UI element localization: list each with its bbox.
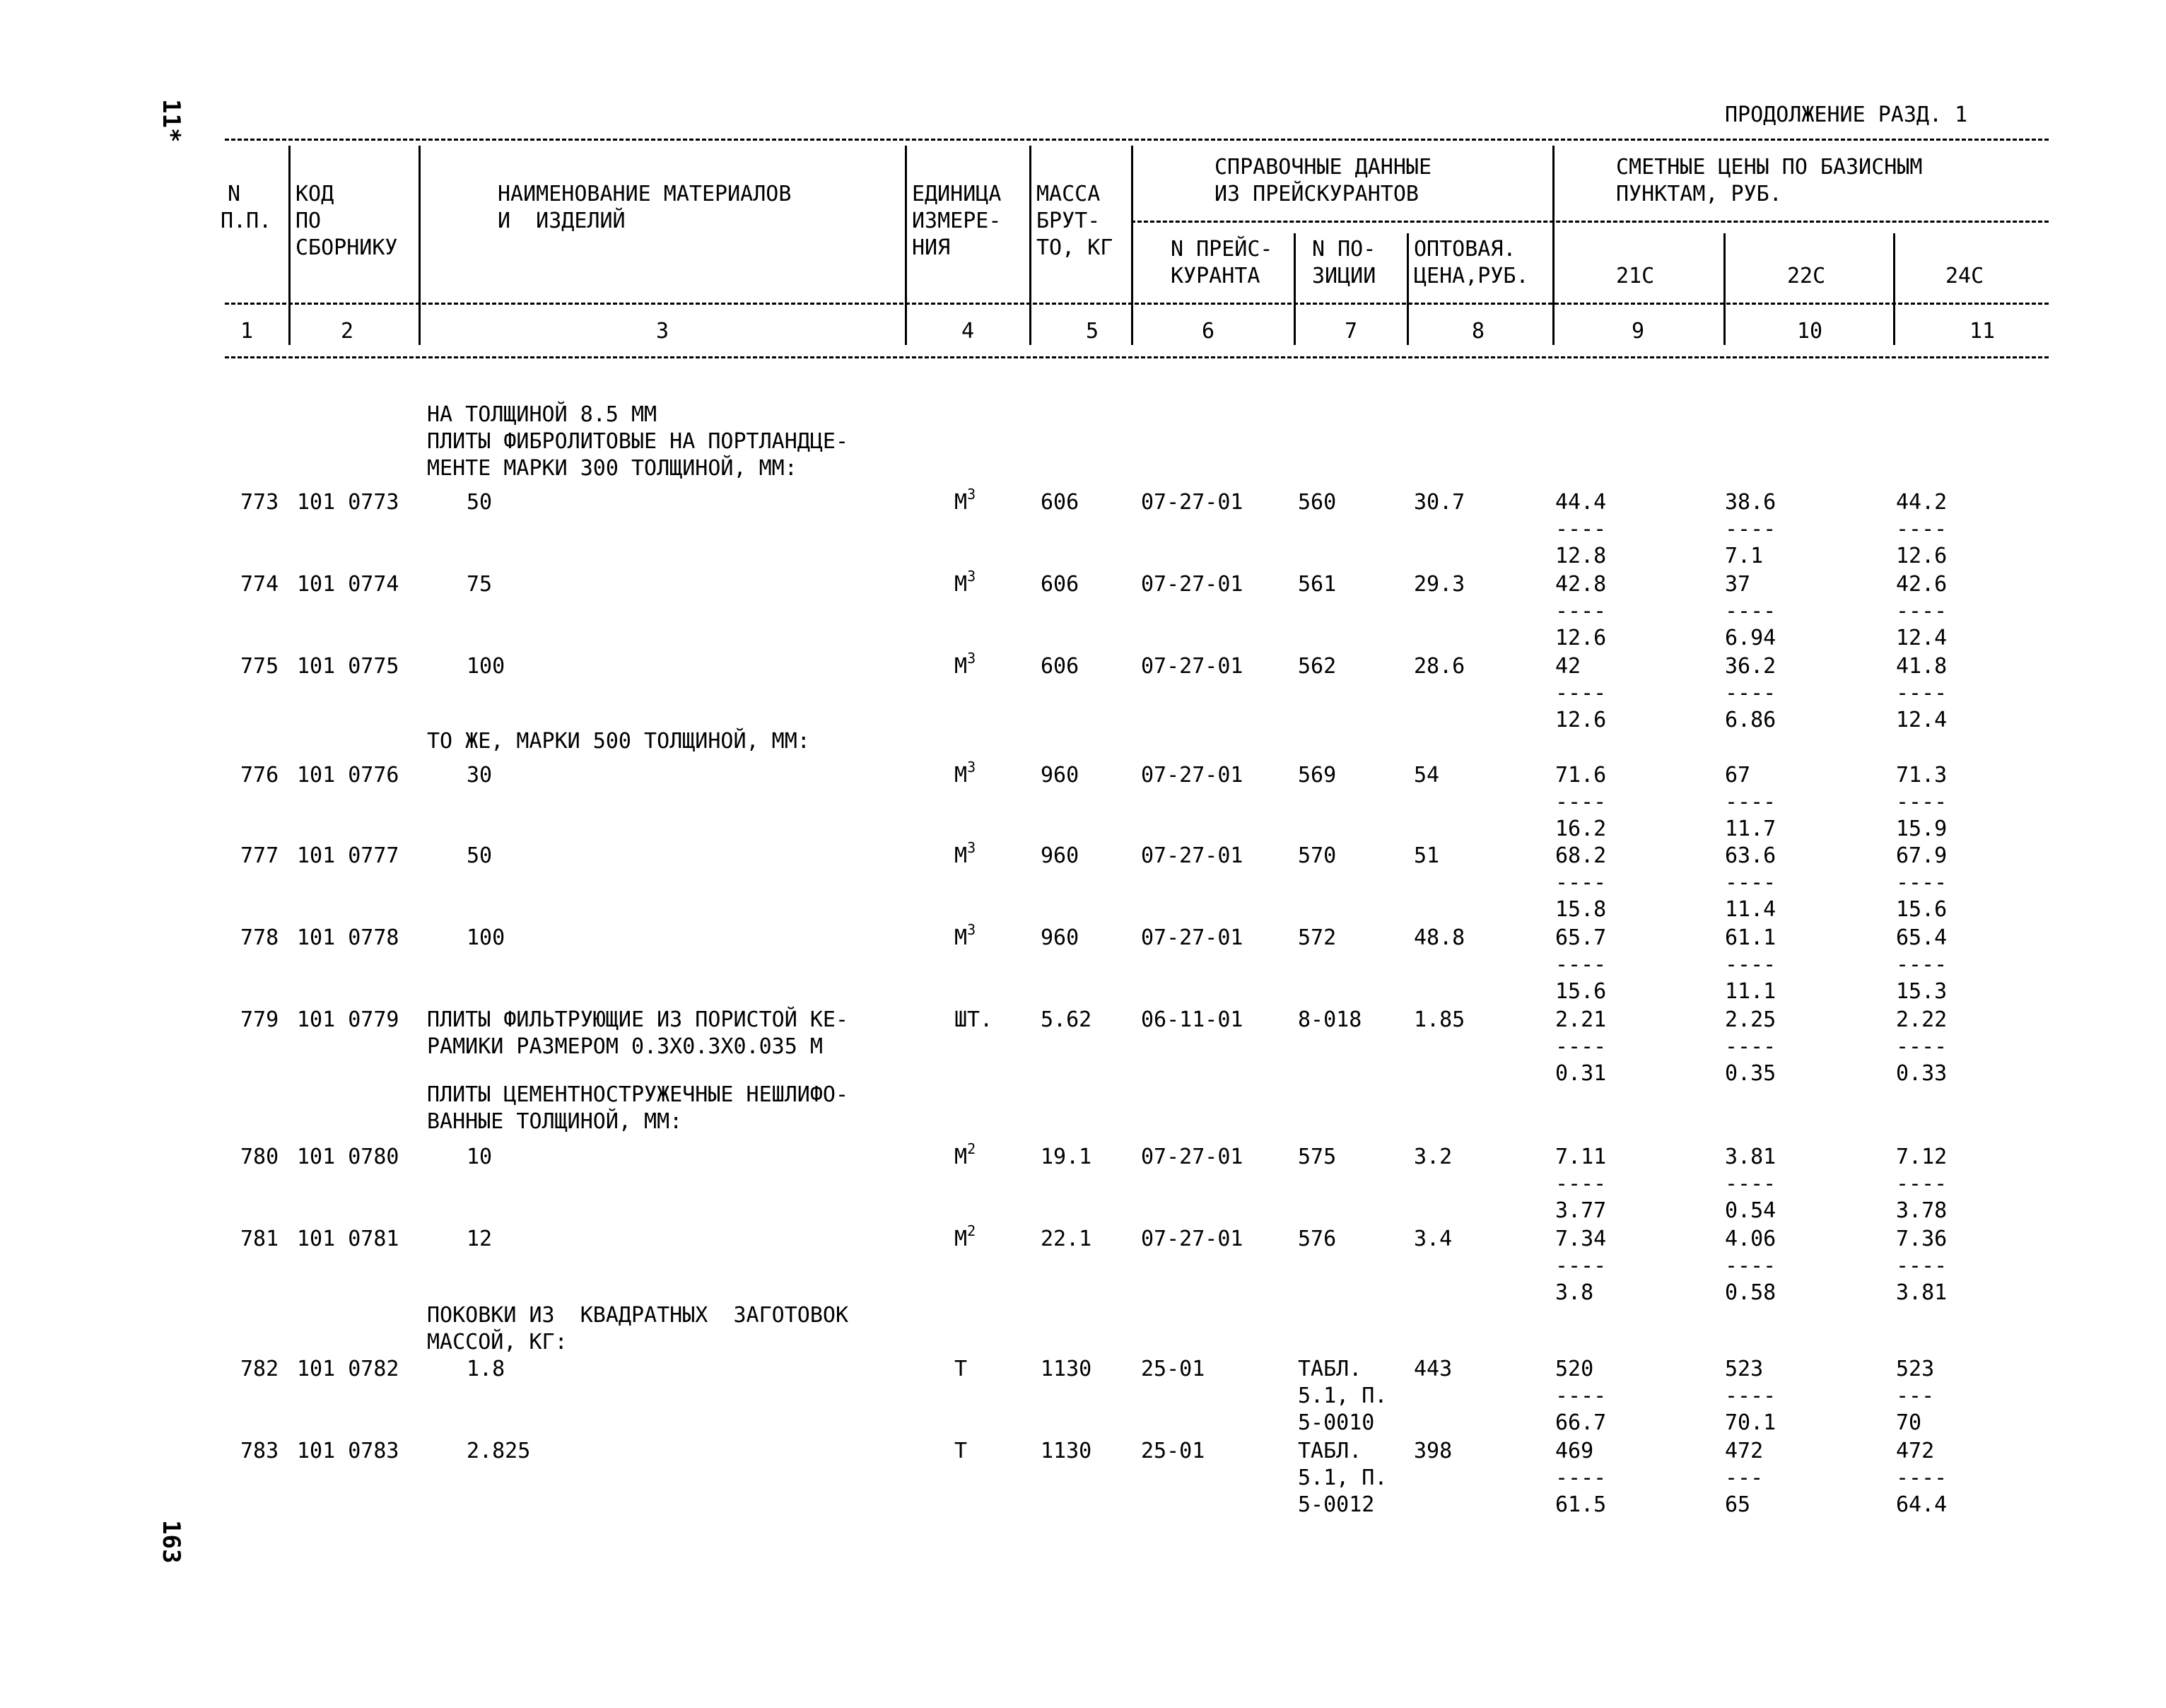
row-code: 101 0773 [297,490,399,515]
row-position: 570 [1298,843,1337,868]
header-c6-l2: КУРАНТА [1171,264,1260,288]
row-name: РАМИКИ РАЗМЕРОМ 0.3Х0.3Х0.035 М [427,1034,823,1059]
row-position: 560 [1298,490,1337,515]
row-price-p24: 3.81 [1896,1280,1948,1305]
row-price-p24: 523 [1896,1357,1935,1381]
row-price-p24: ---- [1896,952,1948,977]
row-code: 101 0776 [297,763,399,788]
page-side-mark-top: 11* [157,99,185,143]
row-number: 775 [240,654,279,679]
row-price-p21: ---- [1555,952,1607,977]
row-price-p21: 469 [1555,1439,1594,1463]
row-wholesale-price: 51 [1414,843,1440,868]
row-wholesale-price: 3.2 [1414,1145,1453,1169]
row-price-p24: 41.8 [1896,654,1948,679]
row-unit-text: Т [954,1439,968,1463]
row-price-p24: 42.6 [1896,572,1948,597]
row-price-p21: 61.5 [1555,1492,1607,1517]
row-price-p22: 70.1 [1725,1410,1776,1435]
row-number: 778 [240,925,279,950]
row-pricelist-number: 07-27-01 [1141,654,1243,679]
row-number: 782 [240,1357,279,1381]
row-price-p21: 16.2 [1555,817,1607,841]
row-price-p24: 12.6 [1896,544,1948,568]
row-pricelist-number: 25-01 [1141,1357,1205,1381]
row-price-p24: 7.36 [1896,1227,1948,1251]
header-c4-l3: НИЯ [912,235,951,260]
row-number: 783 [240,1439,279,1463]
row-pricelist-number: 07-27-01 [1141,843,1243,868]
row-name: 50 [467,843,493,868]
row-unit [954,486,976,517]
row-unit-superscript: 3 [967,839,976,856]
row-mass: 5.62 [1041,1007,1092,1032]
row-number: 774 [240,572,279,597]
page-number: 163 [157,1520,185,1564]
row-position: 8-018 [1298,1007,1362,1032]
row-price-p24: 12.4 [1896,626,1948,650]
row-position: 575 [1298,1145,1337,1169]
row-unit [954,759,976,790]
row-price-p24: ---- [1896,870,1948,895]
row-price-p21: 7.34 [1555,1227,1607,1251]
row-unit-superscript: 2 [967,1140,976,1157]
row-name: 100 [467,654,505,679]
row-price-p22: 38.6 [1725,490,1776,515]
row-price-p21: 66.7 [1555,1410,1607,1435]
header-divider [1131,146,1133,345]
header-price-group-l1: СМЕТНЫЕ ЦЕНЫ ПО БАЗИСНЫМ [1616,155,1923,180]
colnum-10: 10 [1797,319,1823,344]
row-price-p21: ---- [1555,517,1607,542]
row-price-p21: 15.6 [1555,979,1607,1004]
row-code: 101 0779 [297,1007,399,1032]
row-price-p22: ---- [1725,870,1776,895]
row-wholesale-price: 29.3 [1414,572,1465,597]
colnum-11: 11 [1969,319,1996,344]
header-bottom-rule [225,356,2049,358]
header-ref-group-l1: СПРАВОЧНЫЕ ДАННЫЕ [1214,155,1432,180]
row-pricelist-number: 07-27-01 [1141,490,1243,515]
row-price-p21: ---- [1555,599,1607,624]
row-unit-text: М [954,490,968,515]
row-price-p24: ---- [1896,790,1948,814]
row-unit-text: М [954,763,968,788]
row-wholesale-price: 28.6 [1414,654,1465,679]
header-c8-l1: ОПТОВАЯ. [1414,237,1516,262]
header-divider [1407,233,1409,345]
header-ref-group-l2: ИЗ ПРЕЙСКУРАНТОВ [1214,182,1419,206]
row-price-p21: ---- [1555,1466,1607,1490]
section-title: ПЛИТЫ ЦЕМЕНТНОСТРУЖЕЧНЫЕ НЕШЛИФО- [427,1082,849,1107]
row-number: 776 [240,763,279,788]
row-name: 12 [467,1227,493,1251]
row-position: 5.1, П. [1298,1466,1388,1490]
row-price-p24: 67.9 [1896,843,1948,868]
row-number: 779 [240,1007,279,1032]
row-price-p21: ---- [1555,870,1607,895]
row-price-p24: 70 [1896,1410,1922,1435]
header-c11: 24С [1945,264,1984,288]
colnum-5: 5 [1086,319,1099,344]
row-price-p21: 12.8 [1555,544,1607,568]
row-price-p22: 0.54 [1725,1198,1776,1223]
row-price-p21: 65.7 [1555,925,1607,950]
row-price-p22: 2.25 [1725,1007,1776,1032]
row-price-p22: 7.1 [1725,544,1764,568]
row-price-p21: ---- [1555,790,1607,814]
row-unit-text: М [954,925,968,950]
row-unit-superscript: 3 [967,486,976,503]
row-price-p21: ---- [1555,1034,1607,1059]
header-divider [1294,233,1296,345]
colnum-1: 1 [240,319,254,344]
row-code: 101 0777 [297,843,399,868]
header-c7-l1: N ПО- [1312,237,1376,262]
header-c4-l1: ЕДИНИЦА [912,182,1002,206]
row-position: ТАБЛ. [1298,1439,1362,1463]
row-price-p22: 37 [1725,572,1751,597]
row-name: 75 [467,572,493,597]
header-c6-l1: N ПРЕЙС- [1171,237,1273,262]
row-unit-text: М [954,1227,968,1251]
header-divider [905,146,907,345]
row-price-p21: 0.31 [1555,1061,1607,1086]
row-price-p21: 7.11 [1555,1145,1607,1169]
row-position: 5-0010 [1298,1410,1375,1435]
row-name: 2.825 [467,1439,531,1463]
colnum-3: 3 [656,319,669,344]
row-position: 562 [1298,654,1337,679]
section-title: ТО ЖЕ, МАРКИ 500 ТОЛЩИНОЙ, ММ: [427,729,810,754]
row-pricelist-number: 07-27-01 [1141,1145,1243,1169]
row-unit-text: М [954,654,968,679]
row-mass: 606 [1041,490,1079,515]
row-wholesale-price: 3.4 [1414,1227,1453,1251]
row-name: 10 [467,1145,493,1169]
row-price-p24: ---- [1896,599,1948,624]
row-price-p21: ---- [1555,681,1607,706]
row-price-p24: 15.9 [1896,817,1948,841]
row-wholesale-price: 30.7 [1414,490,1465,515]
section-title: МЕНТЕ МАРКИ 300 ТОЛЩИНОЙ, ММ: [427,456,797,481]
row-mass: 606 [1041,654,1079,679]
row-wholesale-price: 1.85 [1414,1007,1465,1032]
row-name: 1.8 [467,1357,505,1381]
section-title: МАССОЙ, КГ: [427,1330,568,1355]
row-pricelist-number: 07-27-01 [1141,925,1243,950]
row-unit-text: М [954,843,968,868]
row-unit [954,1438,967,1465]
row-name: 50 [467,490,493,515]
header-divider [1893,233,1895,345]
header-top-rule [225,139,2049,141]
row-price-p24: ---- [1896,1171,1948,1196]
row-code: 101 0782 [297,1357,399,1381]
header-divider [418,146,421,345]
row-mass: 1130 [1041,1357,1092,1381]
row-price-p21: ---- [1555,1171,1607,1196]
row-price-p22: 472 [1725,1439,1764,1463]
row-name: 30 [467,763,493,788]
section-title: ПОКОВКИ ИЗ КВАДРАТНЫХ ЗАГОТОВОК [427,1303,849,1328]
row-mass: 960 [1041,763,1079,788]
row-unit-superscript: 3 [967,568,976,585]
row-price-p21: 44.4 [1555,490,1607,515]
row-wholesale-price: 443 [1414,1357,1453,1381]
row-price-p22: 11.1 [1725,979,1776,1004]
header-c9: 21С [1616,264,1655,288]
row-wholesale-price: 54 [1414,763,1440,788]
header-divider [1723,233,1726,345]
header-c5-l3: ТО, КГ [1036,235,1113,260]
row-price-p22: 67 [1725,763,1751,788]
row-code: 101 0775 [297,654,399,679]
row-mass: 606 [1041,572,1079,597]
header-divider [1029,146,1031,345]
row-price-p22: 61.1 [1725,925,1776,950]
row-code: 101 0774 [297,572,399,597]
row-pricelist-number: 07-27-01 [1141,763,1243,788]
row-wholesale-price: 48.8 [1414,925,1465,950]
colnum-7: 7 [1345,319,1358,344]
row-price-p22: 11.4 [1725,897,1776,922]
colnum-8: 8 [1472,319,1485,344]
row-price-p24: 12.4 [1896,708,1948,732]
row-price-p21: 42 [1555,654,1581,679]
row-price-p21: ---- [1555,1384,1607,1408]
row-mass: 960 [1041,843,1079,868]
row-price-p21: 520 [1555,1357,1594,1381]
row-price-p24: 71.3 [1896,763,1948,788]
row-code: 101 0781 [297,1227,399,1251]
row-pricelist-number: 25-01 [1141,1439,1205,1463]
header-c3-l2: И ИЗДЕЛИЙ [498,209,626,233]
row-price-p21: ---- [1555,1253,1607,1278]
row-price-p21: 42.8 [1555,572,1607,597]
row-price-p22: ---- [1725,681,1776,706]
section-title: ВАННЫЕ ТОЛЩИНОЙ, ММ: [427,1109,683,1134]
row-name: ПЛИТЫ ФИЛЬТРУЮЩИЕ ИЗ ПОРИСТОЙ КЕ- [427,1007,849,1032]
row-unit-superscript: 2 [967,1222,976,1239]
row-price-p24: ---- [1896,1034,1948,1059]
row-unit-text: ШТ. [954,1007,993,1032]
header-sub-rule [1131,221,2049,223]
row-price-p24: ---- [1896,517,1948,542]
row-unit-superscript: 3 [967,921,976,938]
header-c4-l2: ИЗМЕРЕ- [912,209,1002,233]
row-number: 780 [240,1145,279,1169]
header-divider [288,146,291,345]
colnum-2: 2 [341,319,354,344]
row-price-p24: 3.78 [1896,1198,1948,1223]
row-wholesale-price: 398 [1414,1439,1453,1463]
row-price-p24: 15.3 [1896,979,1948,1004]
row-price-p24: 0.33 [1896,1061,1948,1086]
section-title: ПЛИТЫ ФИБРОЛИТОВЫЕ НА ПОРТЛАНДЦЕ- [427,429,849,454]
row-price-p21: 68.2 [1555,843,1607,868]
row-price-p21: 3.77 [1555,1198,1607,1223]
row-code: 101 0778 [297,925,399,950]
row-unit [954,1222,976,1254]
row-price-p21: 71.6 [1555,763,1607,788]
row-number: 781 [240,1227,279,1251]
row-price-p22: 65 [1725,1492,1751,1517]
header-c5-l2: БРУТ- [1036,209,1101,233]
header-c1-l2: П.П. [221,209,272,233]
row-price-p21: 12.6 [1555,626,1607,650]
row-price-p22: 4.06 [1725,1227,1776,1251]
row-position: 572 [1298,925,1337,950]
header-c3-l1: НАИМЕНОВАНИЕ МАТЕРИАЛОВ [498,182,792,206]
row-code: 101 0783 [297,1439,399,1463]
row-price-p22: ---- [1725,599,1776,624]
colnum-9: 9 [1632,319,1645,344]
row-price-p22: 0.35 [1725,1061,1776,1086]
row-price-p22: ---- [1725,1253,1776,1278]
row-unit [954,650,976,682]
row-price-p22: ---- [1725,1384,1776,1408]
row-position: 5.1, П. [1298,1384,1388,1408]
row-unit [954,921,976,953]
row-price-p22: ---- [1725,790,1776,814]
row-mass: 22.1 [1041,1227,1092,1251]
row-price-p24: --- [1896,1384,1935,1408]
row-unit [954,568,976,599]
row-name: 100 [467,925,505,950]
row-position: ТАБЛ. [1298,1357,1362,1381]
row-price-p22: ---- [1725,1034,1776,1059]
row-price-p21: 2.21 [1555,1007,1607,1032]
row-price-p21: 3.8 [1555,1280,1594,1305]
row-price-p22: 36.2 [1725,654,1776,679]
row-price-p24: ---- [1896,1466,1948,1490]
row-mass: 1130 [1041,1439,1092,1463]
header-c1-l1: N [228,182,241,206]
row-position: 561 [1298,572,1337,597]
row-mass: 19.1 [1041,1145,1092,1169]
row-unit-superscript: 3 [967,650,976,667]
header-c8-l2: ЦЕНА,РУБ. [1414,264,1529,288]
row-price-p22: 3.81 [1725,1145,1776,1169]
header-c5-l1: МАССА [1036,182,1101,206]
row-price-p22: 63.6 [1725,843,1776,868]
header-c2-l2: ПО [295,209,322,233]
row-pricelist-number: 07-27-01 [1141,1227,1243,1251]
row-mass: 960 [1041,925,1079,950]
row-unit-text: М [954,1145,968,1169]
row-price-p24: 44.2 [1896,490,1948,515]
row-price-p24: 64.4 [1896,1492,1948,1517]
row-price-p24: 472 [1896,1439,1935,1463]
row-price-p22: 6.94 [1725,626,1776,650]
header-mid-rule [225,303,2049,305]
row-price-p21: 15.8 [1555,897,1607,922]
row-unit-superscript: 3 [967,759,976,776]
header-c10: 22С [1787,264,1826,288]
row-position: 576 [1298,1227,1337,1251]
row-price-p24: 65.4 [1896,925,1948,950]
header-divider [1552,146,1555,345]
row-price-p21: 12.6 [1555,708,1607,732]
colnum-6: 6 [1202,319,1215,344]
row-price-p24: 7.12 [1896,1145,1948,1169]
row-price-p22: --- [1725,1466,1764,1490]
row-pricelist-number: 07-27-01 [1141,572,1243,597]
row-price-p24: 15.6 [1896,897,1948,922]
header-price-group-l2: ПУНКТАМ, РУБ. [1616,182,1782,206]
row-price-p24: 2.22 [1896,1007,1948,1032]
row-price-p22: 6.86 [1725,708,1776,732]
row-unit-text: Т [954,1357,968,1381]
row-unit [954,1140,976,1172]
row-price-p22: 11.7 [1725,817,1776,841]
header-c2-l1: КОД [295,182,334,206]
row-price-p24: ---- [1896,1253,1948,1278]
row-unit [954,1007,993,1034]
section-title: НА ТОЛЩИНОЙ 8.5 ММ [427,402,657,427]
continuation-label: ПРОДОЛЖЕНИЕ РАЗД. 1 [1725,103,1968,127]
row-number: 773 [240,490,279,515]
row-unit-text: М [954,572,968,597]
row-number: 777 [240,843,279,868]
row-position: 569 [1298,763,1337,788]
row-price-p22: ---- [1725,517,1776,542]
colnum-4: 4 [961,319,975,344]
header-c2-l3: СБОРНИКУ [295,235,398,260]
row-price-p24: ---- [1896,681,1948,706]
row-price-p22: ---- [1725,1171,1776,1196]
row-code: 101 0780 [297,1145,399,1169]
row-unit [954,839,976,871]
row-pricelist-number: 06-11-01 [1141,1007,1243,1032]
row-position: 5-0012 [1298,1492,1375,1517]
header-c7-l2: ЗИЦИИ [1312,264,1376,288]
row-unit [954,1356,967,1383]
row-price-p22: 0.58 [1725,1280,1776,1305]
row-price-p22: 523 [1725,1357,1764,1381]
row-price-p22: ---- [1725,952,1776,977]
